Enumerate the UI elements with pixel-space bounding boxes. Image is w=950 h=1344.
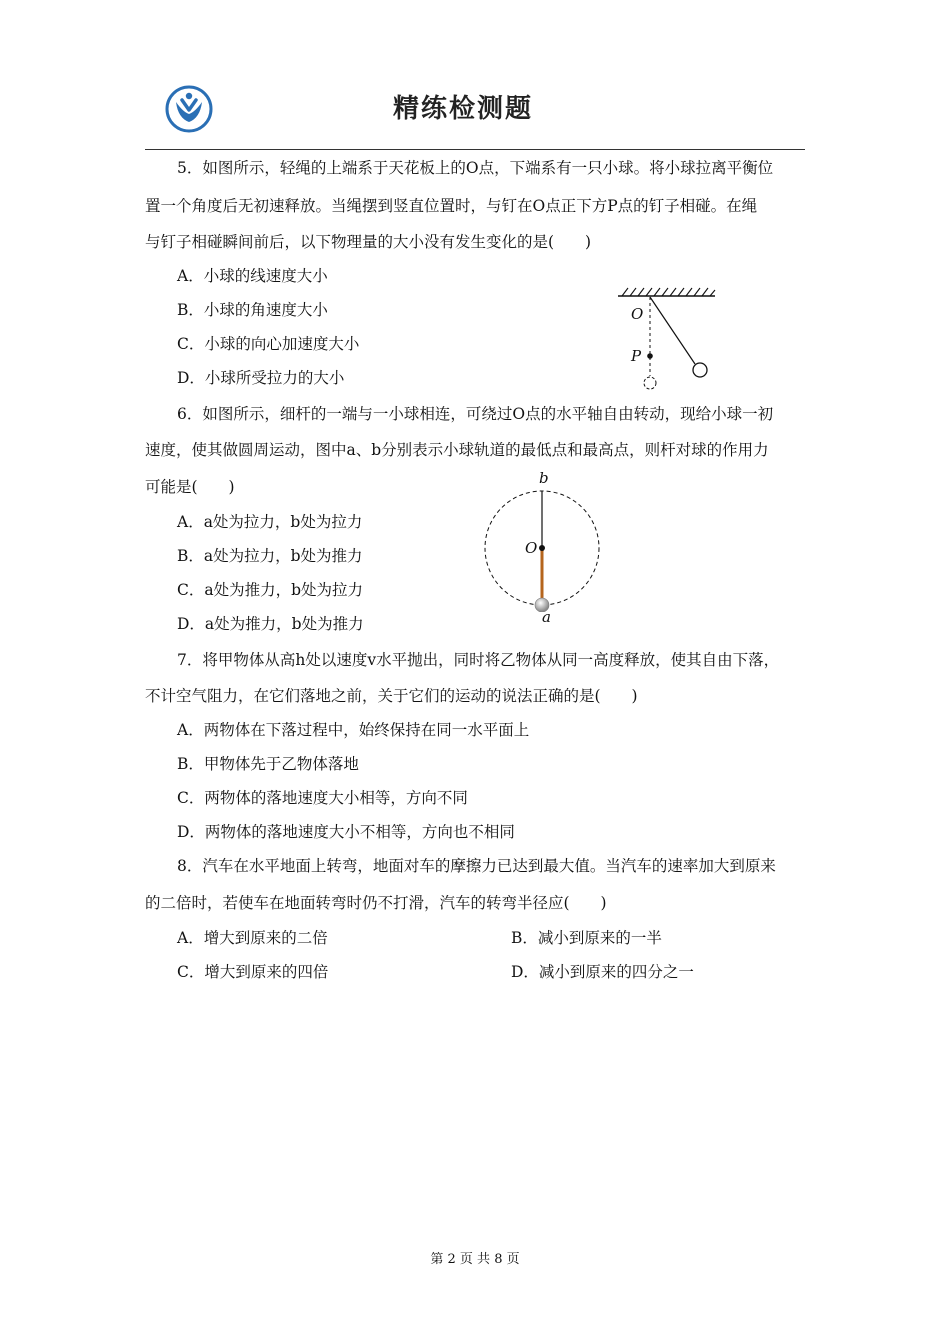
ball [693, 363, 707, 377]
q5-option-d: D．小球所受拉力的大小 [177, 369, 345, 387]
page-title: 精练检测题 [393, 94, 534, 124]
q7-option-d: D．两物体的落地速度大小不相等，方向也不相同 [177, 823, 515, 841]
circle-figure [480, 486, 606, 612]
q7-line-2: 不计空气阻力，在它们落地之前，关于它们的运动的说法正确的是( ) [145, 687, 638, 705]
pivot-o [539, 545, 545, 551]
q5-option-a: A．小球的线速度大小 [177, 267, 328, 285]
q5-line-3: 与钉子相碰瞬间前后，以下物理量的大小没有发生变化的是( ) [145, 233, 592, 251]
nail-p [647, 353, 653, 359]
label-b: b [539, 469, 549, 487]
q8-line-2: 的二倍时，若使车在地面转弯时仍不打滑，汽车的转弯半径应( ) [145, 894, 607, 912]
q7-option-b: B．甲物体先于乙物体落地 [177, 755, 359, 773]
q8-option-b: B．减小到原来的一半 [511, 929, 662, 947]
q6-option-c: C．a处为推力，b处为拉力 [177, 581, 364, 599]
pendulum-figure [612, 284, 722, 394]
rope [650, 297, 695, 364]
logo-icon [164, 84, 214, 134]
q6-option-b: B．a处为拉力，b处为推力 [177, 547, 363, 565]
q6-line-2: 速度，使其做圆周运动，图中a、b分别表示小球轨道的最低点和最高点，则杆对球的作用力 [145, 441, 769, 459]
label-o-q5: O [631, 305, 644, 323]
q6-option-d: D．a处为推力，b处为推力 [177, 615, 364, 633]
logo [164, 84, 214, 134]
label-o-q6: O [525, 539, 538, 557]
q7-line-1: 7．将甲物体从高h处以速度v水平抛出，同时将乙物体从同一高度释放，使其自由下落， [177, 651, 780, 669]
q5-line-2: 置一个角度后无初速释放。当绳摆到竖直位置时，与钉在O点正下方P点的钉子相碰。在绳 [145, 197, 758, 215]
q5-option-b: B．小球的角速度大小 [177, 301, 328, 319]
q7-option-c: C．两物体的落地速度大小相等，方向不同 [177, 789, 468, 807]
q6-line-3: 可能是( ) [145, 478, 235, 496]
q8-option-d: D．减小到原来的四分之一 [511, 963, 694, 981]
header-divider [145, 149, 805, 150]
label-a: a [542, 608, 551, 626]
q5-line-1: 5．如图所示，轻绳的上端系于天花板上的O点，下端系有一只小球。将小球拉离平衡位 [177, 159, 774, 177]
ceiling-hatch [622, 288, 715, 296]
label-p-q5: P [631, 347, 642, 365]
q8-option-c: C．增大到原来的四倍 [177, 963, 329, 981]
q8-line-1: 8．汽车在水平地面上转弯，地面对车的摩擦力已达到最大值。当汽车的速率加大到原来 [177, 857, 776, 875]
q6-option-a: A．a处为拉力，b处为拉力 [177, 513, 363, 531]
q5-option-c: C．小球的向心加速度大小 [177, 335, 360, 353]
q6-line-1: 6．如图所示，细杆的一端与一小球相连，可绕过O点的水平轴自由转动，现给小球一初 [177, 405, 774, 423]
q7-option-a: A．两物体在下落过程中，始终保持在同一水平面上 [177, 721, 530, 739]
dashed-ball [644, 377, 656, 389]
page-number: 第 2 页 共 8 页 [430, 1252, 520, 1267]
q8-option-a: A．增大到原来的二倍 [177, 929, 328, 947]
